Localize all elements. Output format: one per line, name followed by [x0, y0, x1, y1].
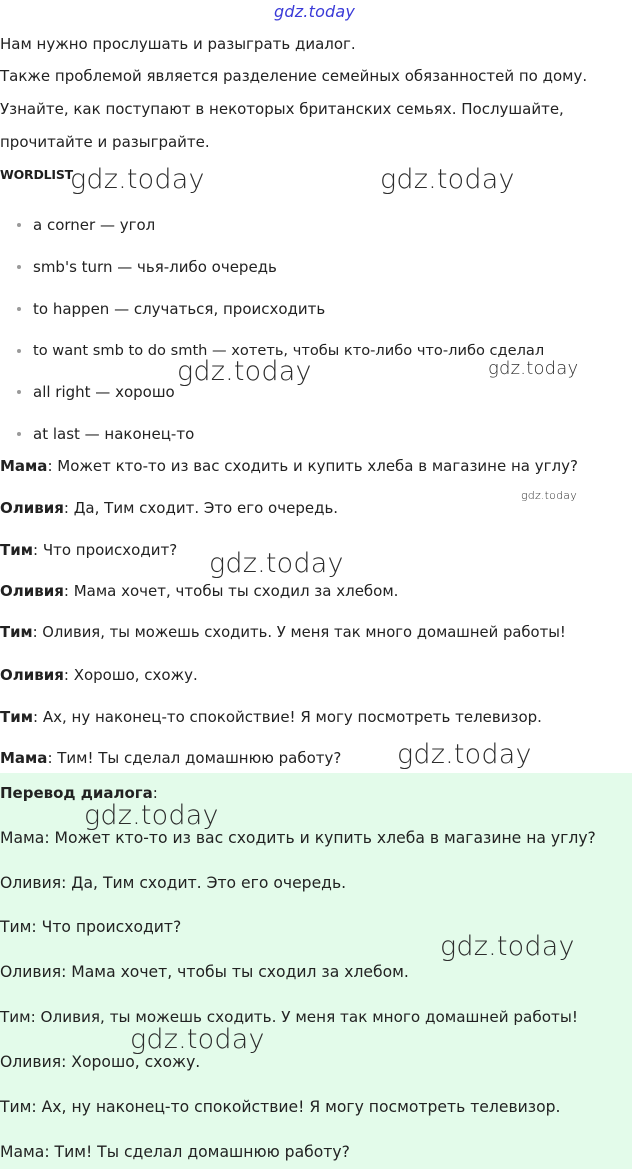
dialog-line: [0, 457, 578, 475]
wordlist-item: [33, 300, 325, 318]
wordlist-item-text: to happen — случаться, происходить: [33, 300, 326, 318]
wordlist-title: WORDLIST: [0, 167, 73, 182]
bullet-icon: [17, 223, 21, 227]
intro-line-3: Узнайте, как поступают в некоторых британских семьях. Послушайте,: [0, 100, 564, 118]
dialog-line: [0, 708, 542, 726]
dialog-text: : Что происходит?: [33, 541, 178, 559]
watermark: gdz.today: [209, 548, 344, 579]
speaker-name: Тим: [0, 624, 33, 641]
wordlist-item: [33, 425, 194, 443]
wordlist-item-text: a corner — угол: [33, 216, 156, 234]
speaker-name: Тим: [0, 541, 34, 559]
watermark: gdz.today: [84, 800, 219, 831]
speaker-name: Мама: [0, 457, 48, 475]
watermark: gdz.today: [521, 489, 577, 502]
wordlist-item-text: to want smb to do smth — хотеть, чтобы кто-либо что-либо сделал: [33, 342, 545, 359]
speaker-name: Оливия: [0, 499, 64, 517]
wordlist-item-text: smb's turn — чья-либо очередь: [33, 258, 277, 276]
watermark: gdz.today: [440, 931, 575, 962]
wordlist-item-text: all right — хорошо: [33, 383, 175, 401]
translation-line: Мама: Может кто-то из вас сходить и купить хлеба в магазине на углу?: [0, 829, 596, 847]
dialog-text: : Тим! Ты сделал домашнюю работу?: [47, 749, 342, 767]
translation-line: Оливия: Мама хочет, чтобы ты сходил за хлебом.: [0, 963, 409, 981]
translation-title-colon: :: [152, 784, 158, 802]
bullet-icon: [17, 432, 21, 436]
bullet-icon: [17, 390, 21, 394]
dialog-line: [0, 541, 177, 559]
watermark: gdz.today: [70, 164, 205, 195]
dialog-text: : Мама хочет, чтобы ты сходил за хлебом.: [63, 582, 399, 600]
translation-line: Тим: Оливия, ты можешь сходить. У меня так много домашней работы!: [0, 1008, 578, 1026]
translation-line: Оливия: Хорошо, схожу.: [0, 1053, 201, 1071]
wordlist-item-text: at last — наконец-то: [33, 425, 195, 443]
speaker-name: Тим: [0, 708, 34, 726]
intro-line-1: Нам нужно прослушать и разыграть диалог.: [0, 35, 356, 53]
dialog-text: : Да, Тим сходит. Это его очередь.: [63, 499, 339, 517]
intro-line-2: Также проблемой является разделение семейных обязанностей по дому.: [0, 67, 588, 85]
wordlist-item: [33, 258, 277, 276]
bullet-icon: [17, 349, 21, 353]
dialog-text: : Оливия, ты можешь сходить. У меня так много домашней работы!: [32, 624, 566, 641]
intro-line-4: прочитайте и разыграйте.: [0, 133, 210, 151]
speaker-name: Оливия: [0, 582, 64, 600]
dialog-line: [0, 499, 338, 517]
translation-title-text: Перевод диалога: [0, 784, 153, 802]
wordlist-item: [33, 216, 155, 234]
wordlist-item: [33, 383, 175, 401]
bullet-icon: [17, 265, 21, 269]
dialog-line: [0, 582, 398, 600]
speaker-name: Оливия: [0, 666, 64, 684]
dialog-line: [0, 666, 198, 684]
watermark: gdz.today: [380, 164, 515, 195]
translation-line: Мама: Тим! Ты сделал домашнюю работу?: [0, 1143, 350, 1161]
watermark: gdz.today: [397, 739, 532, 770]
dialog-line: [0, 624, 566, 642]
dialog-line: [0, 749, 341, 767]
dialog-text: : Хорошо, схожу.: [63, 666, 198, 684]
dialog-text: : Может кто-то из вас сходить и купить хлеба в магазине на углу?: [47, 457, 578, 475]
speaker-name: Мама: [0, 749, 48, 767]
watermark: gdz.today: [488, 358, 579, 379]
watermark: gdz.today: [130, 1024, 265, 1055]
dialog-text: : Ах, ну наконец-то спокойствие! Я могу посмотреть телевизор.: [33, 708, 542, 726]
translation-line: Тим: Ах, ну наконец-то спокойствие! Я могу посмотреть телевизор.: [0, 1098, 561, 1116]
bullet-icon: [17, 307, 21, 311]
translation-line: Тим: Что происходит?: [0, 918, 182, 936]
watermark-top: gdz.today: [274, 2, 356, 21]
watermark: gdz.today: [177, 356, 312, 387]
translation-line: Оливия: Да, Тим сходит. Это его очередь.: [0, 874, 347, 892]
